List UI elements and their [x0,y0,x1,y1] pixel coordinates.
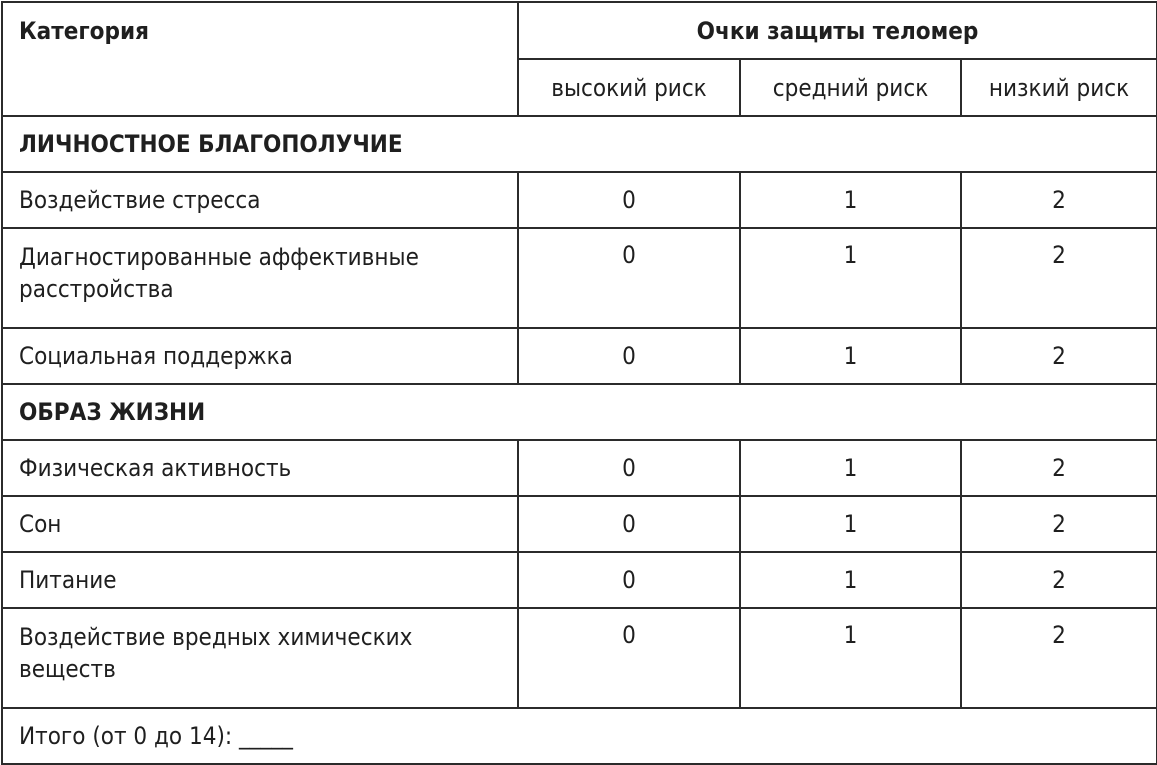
table-row [2,552,1157,608]
column-header-low-risk: низкий риск [961,59,1157,116]
row-label: Социальная поддержка [2,328,518,384]
cell-high-risk: 0 [518,496,740,552]
cell-high-risk: 0 [518,228,740,328]
cell-medium-risk: 1 [740,440,961,496]
cell-medium-risk: 1 [740,552,961,608]
telomere-score-table [1,1,1157,765]
cell-high-risk: 0 [518,328,740,384]
cell-medium-risk: 1 [740,228,961,328]
cell-low-risk: 2 [961,552,1157,608]
cell-high-risk: 0 [518,440,740,496]
cell-low-risk: 2 [961,172,1157,228]
section-title-wellbeing: ЛИЧНОСТНОЕ БЛАГОПОЛУЧИЕ [2,116,1157,172]
section-title-lifestyle: ОБРАЗ ЖИЗНИ [2,384,1157,440]
table-row [2,228,1157,328]
cell-low-risk: 2 [961,228,1157,328]
row-label: Физическая активность [2,440,518,496]
cell-medium-risk: 1 [740,328,961,384]
cell-medium-risk: 1 [740,608,961,708]
cell-medium-risk: 1 [740,172,961,228]
cell-high-risk: 0 [518,608,740,708]
row-label: Питание [2,552,518,608]
row-label: Диагностированные аффективные расстройства [2,228,518,328]
category-header: Категория [2,2,518,116]
cell-low-risk: 2 [961,328,1157,384]
row-label: Воздействие вредных химических веществ [2,608,518,708]
table-row [2,328,1157,384]
table-row [2,440,1157,496]
table-row [2,608,1157,708]
points-group-header: Очки защиты теломер [518,2,1157,59]
cell-low-risk: 2 [961,440,1157,496]
cell-medium-risk: 1 [740,496,961,552]
column-header-high-risk: высокий риск [518,59,740,116]
cell-high-risk: 0 [518,552,740,608]
table-row [2,496,1157,552]
cell-low-risk: 2 [961,608,1157,708]
column-header-medium-risk: средний риск [740,59,961,116]
cell-high-risk: 0 [518,172,740,228]
row-label: Воздействие стресса [2,172,518,228]
total-line: Итого (от 0 до 14): _____ [2,708,1157,764]
row-label: Сон [2,496,518,552]
cell-low-risk: 2 [961,496,1157,552]
table-row [2,172,1157,228]
